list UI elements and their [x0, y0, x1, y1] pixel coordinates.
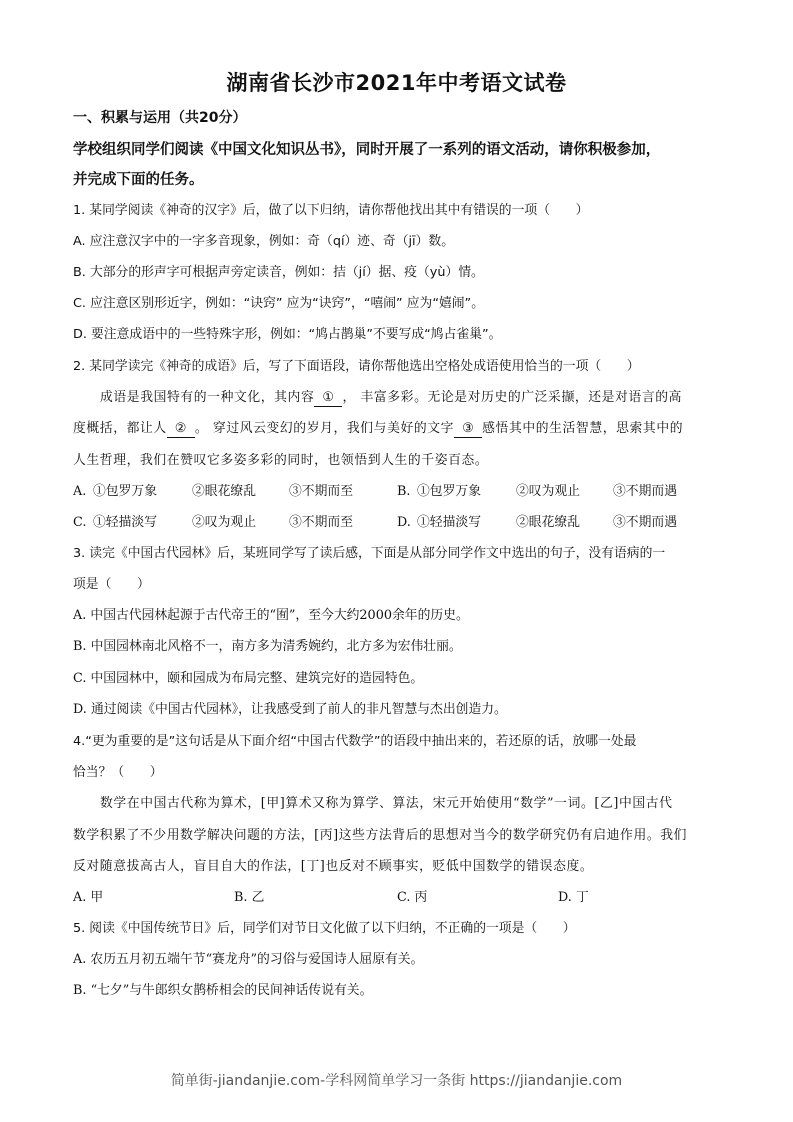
option-label: B.	[234, 890, 248, 905]
option-choice-1: ①包罗万象	[417, 484, 481, 499]
option-text: “七夕”与牛郎织女鹊桥相会的民间神话传说有关。	[90, 983, 373, 998]
question-1-option-c	[73, 294, 484, 314]
option-label: B.	[73, 983, 87, 998]
option-choice-1: ①轻描淡写	[417, 515, 481, 530]
blank-1: ①	[314, 390, 342, 407]
question-4-option-d	[558, 888, 589, 908]
question-4-passage-line-1: 数学在中国古代称为算术，[甲]算术又称为算学、算法，宋元开始使用“数学”一词。[乙]中国古代	[100, 796, 673, 811]
option-label: B.	[73, 639, 87, 654]
option-label: B.	[397, 484, 411, 499]
question-number: 1.	[73, 203, 86, 218]
option-text: 通过阅读《中国古代园林》，让我感受到了前人的非凡智慧与杰出创造力。	[90, 702, 507, 717]
question-number: 3.	[73, 546, 86, 561]
question-4-passage-line-2: 数学积累了不少用数学解决问题的方法，[丙]这些方法背后的思想对当今的数学研究仍有启迪作用。我们	[73, 828, 688, 843]
option-label: A.	[73, 608, 87, 623]
option-label: C.	[73, 296, 87, 311]
question-text: 某同学读完《神奇的成语》后，写了下面语段，请你帮他选出空格处成语使用恰当的一项（ ）	[89, 359, 640, 374]
section-intro-line-1: 学校组织同学们阅读《中国文化知识丛书》，同时开展了一系列的语文活动，请你积极参加，	[73, 142, 661, 158]
section-intro-line-2: 并完成下面的任务。	[73, 172, 204, 188]
option-choice-1: ①轻描淡写	[93, 515, 157, 530]
option-label: C.	[73, 515, 87, 530]
option-label: A.	[73, 484, 87, 499]
passage-text: 度概括，都让人	[73, 421, 167, 436]
question-number: 2.	[73, 359, 86, 374]
question-4-stem-line-1	[73, 732, 636, 752]
question-2-passage-line-2	[73, 419, 683, 439]
question-text: 读完《中国古代园林》后，某班同学写了读后感，下面是从部分同学作文中选出的句子，没有语病的一	[89, 546, 666, 561]
option-choice-2: ②叹为观止	[192, 515, 256, 530]
section-heading: 一、积累与运用（共20分）	[73, 110, 247, 126]
option-label: A.	[73, 890, 87, 905]
option-label: C.	[73, 671, 87, 686]
option-label: C.	[397, 890, 411, 905]
passage-text: 。 穿过风云变幻的岁月，我们与美好的文字	[194, 421, 455, 436]
option-label: D.	[73, 702, 87, 717]
option-choice-3: ③不期而至	[289, 515, 353, 530]
question-1-option-b	[73, 263, 484, 283]
option-label: B.	[73, 265, 86, 280]
option-label: D.	[73, 327, 87, 342]
question-number: 4.	[73, 734, 86, 749]
option-label: D.	[397, 515, 411, 530]
passage-text: 感悟其中的生活智慧，思索其中的	[482, 421, 684, 436]
option-label: A.	[73, 952, 87, 967]
question-4-option-b	[234, 888, 264, 908]
option-text: 农历五月初五端午节“赛龙舟”的习俗与爱国诗人屈原有关。	[90, 952, 424, 967]
option-text: 大部分的形声字可根据声旁定读音，例如：拮（jí）据、疫（yù）情。	[89, 265, 484, 280]
question-3-stem-line-2: 项是（ ）	[73, 577, 150, 592]
option-choice-3: ③不期而至	[289, 484, 353, 499]
question-5-option-a	[73, 950, 423, 970]
option-text: 乙	[251, 890, 265, 905]
question-4-stem-line-2: 恰当？（ ）	[73, 765, 163, 780]
question-number: 5.	[73, 921, 86, 936]
question-4-option-c	[397, 888, 427, 908]
option-text: 丙	[414, 890, 428, 905]
question-4-passage-line-3: 反对随意拔高古人，盲目自大的作法，[丁]也反对不顾事实，贬低中国数学的错误态度。	[73, 859, 594, 874]
question-5-stem	[73, 919, 576, 939]
question-text: 阅读《中国传统节日》后，同学们对节日文化做了以下归纳，不正确的一项是（ ）	[89, 921, 576, 936]
question-2-passage-line-1	[100, 388, 682, 408]
option-text: 甲	[90, 890, 104, 905]
question-3-option-d	[73, 700, 507, 720]
footer-watermark: 简单街-jiandanjie.com-学科网简单学习一条街 https://jiandanjie.com	[170, 1073, 623, 1089]
question-3-option-b	[73, 637, 462, 657]
option-choice-3: ③不期而遇	[613, 484, 677, 499]
question-text: “更为重要的是”这句话是从下面介绍“中国古代数学”的语段中抽出来的，若还原的话，放哪一处最	[85, 734, 637, 749]
question-4-option-a	[73, 888, 103, 908]
option-choice-3: ③不期而遇	[613, 515, 677, 530]
question-text: 某同学阅读《神奇的汉字》后，做了以下归纳，请你帮他找出其中有错误的一项（ ）	[89, 203, 589, 218]
passage-text: ， 丰富多彩。无论是对历史的广泛采撷，还是对语言的高	[342, 390, 683, 405]
option-text: 中国古代园林起源于古代帝王的“囿”，至今大约2000余年的历史。	[90, 608, 469, 623]
option-choice-2: ②眼花缭乱	[516, 515, 580, 530]
passage-text: 成语是我国特有的一种文化，其内容	[100, 390, 315, 405]
question-2-option-d	[397, 513, 677, 533]
option-text: 应注意区别形近字，例如：“诀窍” 应为“诀窍”，“嘻闹” 应为“嬉闹”。	[90, 296, 484, 311]
option-text: 丁	[575, 890, 589, 905]
question-1-stem	[73, 201, 588, 221]
question-1-option-a	[73, 232, 454, 252]
question-2-option-b	[397, 482, 677, 502]
question-2-stem	[73, 357, 640, 377]
option-text: 中国园林南北风格不一，南方多为清秀婉约，北方多为宏伟壮丽。	[90, 639, 462, 654]
question-2-option-a	[73, 482, 353, 502]
question-2-passage-line-3: 人生哲理，我们在赞叹它多姿多彩的同时，也领悟到人生的千姿百态。	[73, 453, 489, 468]
question-3-option-c	[73, 669, 423, 689]
option-text: 中国园林中，颐和园成为布局完整、建筑完好的造园特色。	[90, 671, 424, 686]
option-choice-1: ①包罗万象	[93, 484, 157, 499]
question-5-option-b	[73, 981, 372, 1001]
question-1-option-d	[73, 325, 501, 345]
option-label: D.	[558, 890, 572, 905]
page-title: 湖南省长沙市2021年中考语文试卷	[226, 71, 567, 95]
option-choice-2: ②眼花缭乱	[192, 484, 256, 499]
blank-2: ②	[167, 421, 195, 438]
blank-3: ③	[454, 421, 482, 438]
option-text: 要注意成语中的一些特殊字形，例如：“鸠占鹊巢”不要写成“鸠占雀巢”。	[91, 327, 502, 342]
question-3-stem-line-1	[73, 544, 665, 564]
question-2-option-c	[73, 513, 353, 533]
option-text: 应注意汉字中的一字多音现象，例如：奇（qí）迹、奇（jī）数。	[89, 234, 454, 249]
option-label: A.	[73, 234, 86, 249]
question-3-option-a	[73, 606, 469, 626]
option-choice-2: ②叹为观止	[516, 484, 580, 499]
